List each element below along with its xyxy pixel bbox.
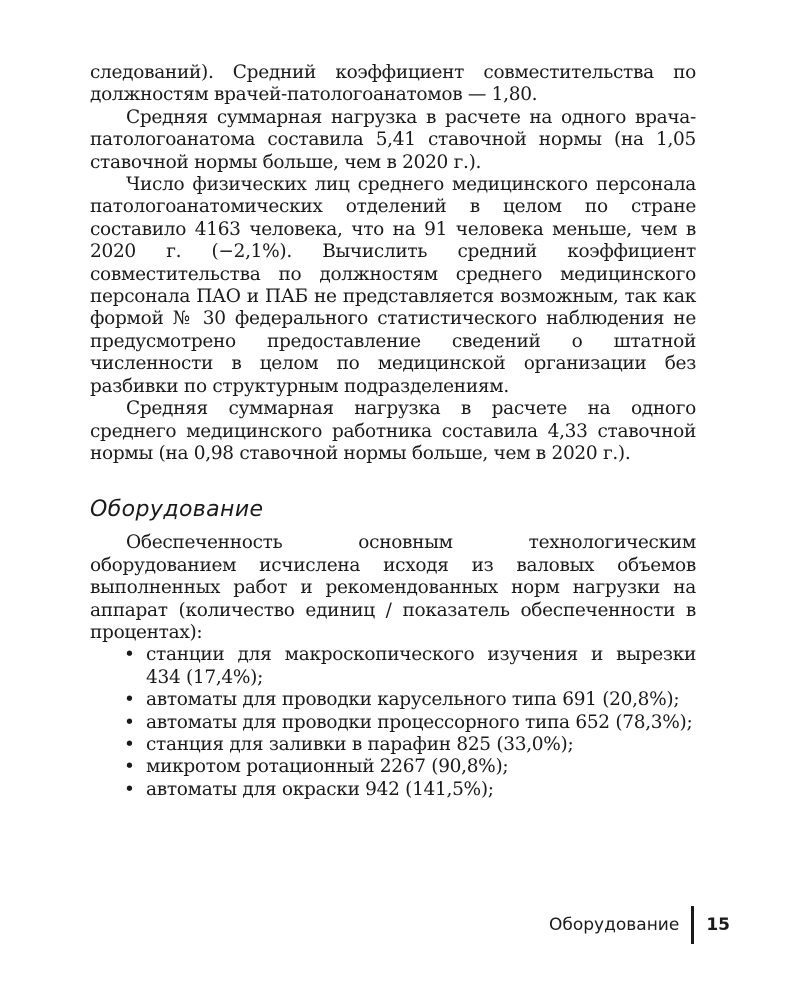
paragraph-nursing-staff: Число физических лиц среднего медицинского персонала патологоанатомических отделений в целом по стране составило 4163 человека, что на 91 человека меньше, чем в 2020 г. (−2,1%). Вычислить средний коэффициент совместительства по должностям среднего медицинского персонала ПАО и ПАБ не представляется возможным, так как формой № 30 федерального статистического наблюдения не предусмотрено предоставление сведений о штатной численности в целом по медицинской организации без разбивки по структурным подразделениям. [90,174,696,397]
list-item-text: автоматы для проводки карусельного типа 691 (20,8%); [146,689,680,711]
paragraph-nursing-workload: Средняя суммарная нагрузка в расчете на одного среднего медицинского работника составила 4,33 ставочной нормы (на 0,98 ставочной нормы больше, чем в 2020 г.). [90,398,696,464]
bullet-icon: • [124,756,135,778]
list-item-text: автоматы для окраски 942 (141,5%); [146,778,494,800]
list-item-text: станции для макроскопического изучения и вырезки 434 (17,4%); [146,644,696,688]
paragraph-doctor-workload: Средняя суммарная нагрузка в расчете на одного врача-патологоанатома составила 5,41 ставочной нормы (на 1,05 ставочной нормы больше, чем в 2020 г.). [90,106,696,173]
list-item [124,689,696,711]
list-item [124,711,696,734]
bullet-icon: • [124,644,135,666]
bullet-icon: • [124,689,135,711]
list-item [124,778,696,801]
section-heading: Оборудование [90,497,264,523]
list-item-text: станция для заливки в парафин 825 (33,0%); [146,733,574,755]
section-intro: Обеспеченность основным технологическим оборудованием исчислена исходя из валовых объемов выполненных работ и рекомендованных норм нагрузки на аппарат (количество единиц / показатель обеспеченности в процентах): [90,532,696,643]
page-content [90,62,696,801]
list-item-text: автоматы для проводки процессорного типа 652 (78,3%); [146,711,693,733]
page-number: 15 [706,915,730,935]
bullet-icon: • [124,733,135,755]
equipment-list [90,644,696,801]
paragraph-continuation: следований). Средний коэффициент совместительства по должностям врачей-патологоанатомов — 1,80. [90,62,696,106]
list-item [124,756,696,778]
page-footer [549,906,730,944]
list-item [124,733,696,756]
footer-section-title: Оборудование [548,915,680,935]
list-item [124,644,696,689]
bullet-icon: • [124,711,135,733]
list-item-text: микротом ротационный 2267 (90,8%); [146,756,509,778]
bullet-icon: • [124,778,135,800]
